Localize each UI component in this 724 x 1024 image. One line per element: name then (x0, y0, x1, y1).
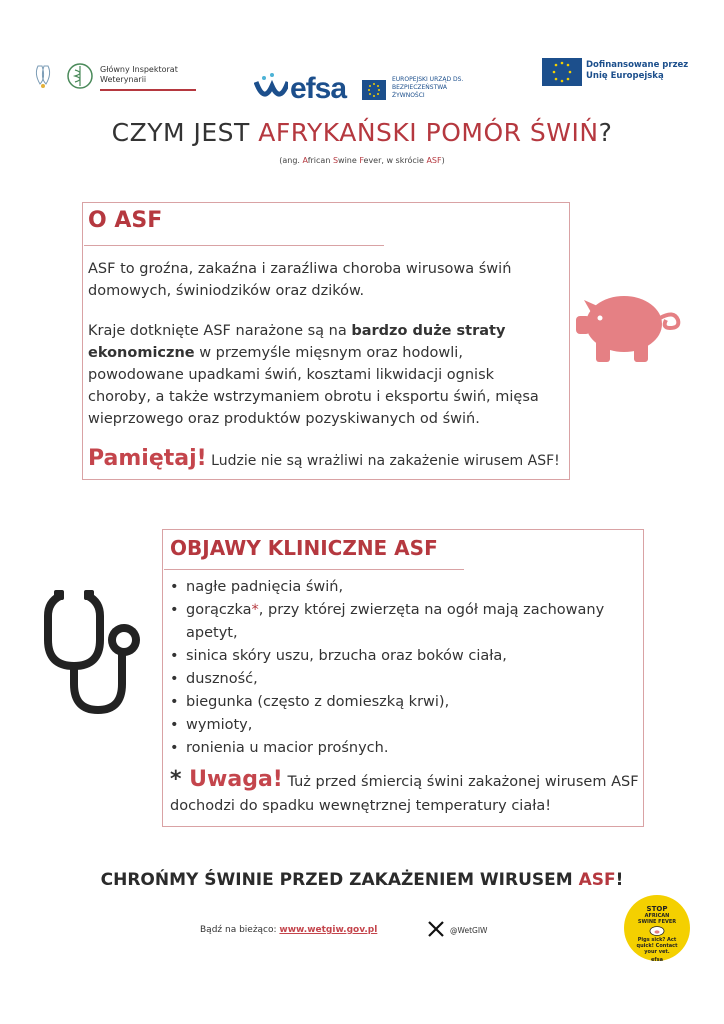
about-asf-heading: O ASF (88, 208, 163, 233)
piggy-bank-icon (574, 278, 684, 368)
fever-word: gorączka (186, 602, 252, 618)
giw-name: Główny Inspektorat Weterynarii (100, 65, 178, 84)
page-title (0, 118, 724, 147)
cta-exclamation: ! (615, 870, 624, 890)
subtitle-text: (ang. (279, 156, 303, 165)
subtitle-letter: F (359, 156, 364, 165)
title-part-1: CZYM JEST (111, 118, 259, 147)
badge-fever: AFRICAN SWINE FEVER (637, 913, 677, 925)
call-to-action (0, 870, 724, 890)
list-item (170, 599, 640, 645)
list-item: • sinica skóry uszu, brzucha oraz boków ciała, (170, 645, 640, 668)
subtitle-text: ) (441, 156, 445, 165)
list-item: • duszność, (170, 668, 640, 691)
list-item: • biegunka (często z domieszką krwi), (170, 691, 640, 714)
eu-flag-icon (542, 58, 582, 86)
about-p2-text: Kraje dotknięte ASF narażone są na (88, 323, 352, 339)
about-heading-divider (84, 245, 384, 246)
remember-note (88, 446, 568, 471)
warning-asterisk: * (170, 767, 190, 792)
subtitle-letter: A (302, 156, 308, 165)
badge-stop: STOP (646, 905, 668, 913)
warning-word: Uwaga! (189, 767, 283, 792)
about-p2-text: w przemyśle mięsnym oraz hodowli, powodowane upadkami świń, kosztami likwidacji ognisk choroby, a także wstrzymaniem obrotu i eksportu świń, mięsa wieprzowego oraz produktów pozyskiwanych od świń. (88, 345, 539, 427)
fever-asterisk: * (251, 602, 259, 618)
list-item: • ronienia u macior prośnych. (170, 737, 640, 760)
badge-efsa: efsa (651, 957, 663, 963)
about-paragraph-1: ASF to groźna, zakaźna i zaraźliwa choroba wirusowa świń domowych, świniodzików oraz dzików. (88, 261, 512, 299)
giw-underline (100, 89, 196, 91)
subtitle-abbrev: ASF (426, 156, 442, 165)
symptoms-heading-divider (164, 569, 464, 570)
stethoscope-icon (42, 588, 146, 718)
subtitle-text: ever, w skrócie (363, 156, 427, 165)
page-subtitle (0, 156, 724, 165)
warning-text: Tuż przed śmiercią świni zakażonej wirusem ASF dochodzi do spadku wewnętrznej temperatury ciała! (170, 774, 639, 814)
remember-text: Ludzie nie są wrażliwi na zakażenie wirusem ASF! (206, 453, 560, 469)
cta-asf: ASF (578, 870, 616, 890)
eu-cofinanced-text: Dofinansowane przez Unię Europejską (586, 60, 689, 81)
title-highlight: AFRYKAŃSKI POMÓR ŚWIŃ (258, 118, 599, 147)
subtitle-text: frican (307, 156, 333, 165)
about-p2-bold: bardzo duże straty ekonomiczne (88, 323, 506, 361)
badge-text (624, 905, 690, 963)
efsa-agency-name: EUROPEJSKI URZĄD DS. BEZPIECZEŃSTWA ŻYWNOŚCI (392, 76, 464, 99)
efsa-logo: efsa (290, 72, 347, 105)
fever-description: , przy której zwierzęta na ogół mają zachowany apetyt, (186, 602, 605, 641)
website-link[interactable]: www.wetgiw.gov.pl (279, 925, 378, 935)
x-handle[interactable]: @WetGIW (450, 926, 488, 935)
x-logo-icon[interactable] (428, 921, 444, 937)
footer-website (200, 925, 377, 935)
badge-message: Pigs sick? Act quick! Contact your vet. (636, 937, 678, 955)
remember-word: Pamiętaj! (88, 446, 207, 471)
subtitle-text: wine (338, 156, 360, 165)
warning-note (170, 768, 640, 818)
list-item: • nagłe padnięcia świń, (170, 576, 640, 599)
footer-label: Bądź na bieżąco: (200, 925, 280, 935)
subtitle-letter: S (332, 156, 339, 165)
title-question-mark: ? (598, 118, 613, 147)
list-item: • wymioty, (170, 714, 640, 737)
efsa-logo-mark (254, 72, 288, 102)
cta-text: CHROŃMY ŚWINIE PRZED ZAKAŻENIEM WIRUSEM (100, 870, 579, 890)
pig-face-icon (649, 926, 665, 936)
about-paragraph-2 (88, 320, 558, 430)
efsa-eu-flag-icon (362, 80, 386, 100)
symptoms-list (170, 576, 640, 760)
symptoms-heading: OBJAWY KLINICZNE ASF (170, 536, 438, 560)
